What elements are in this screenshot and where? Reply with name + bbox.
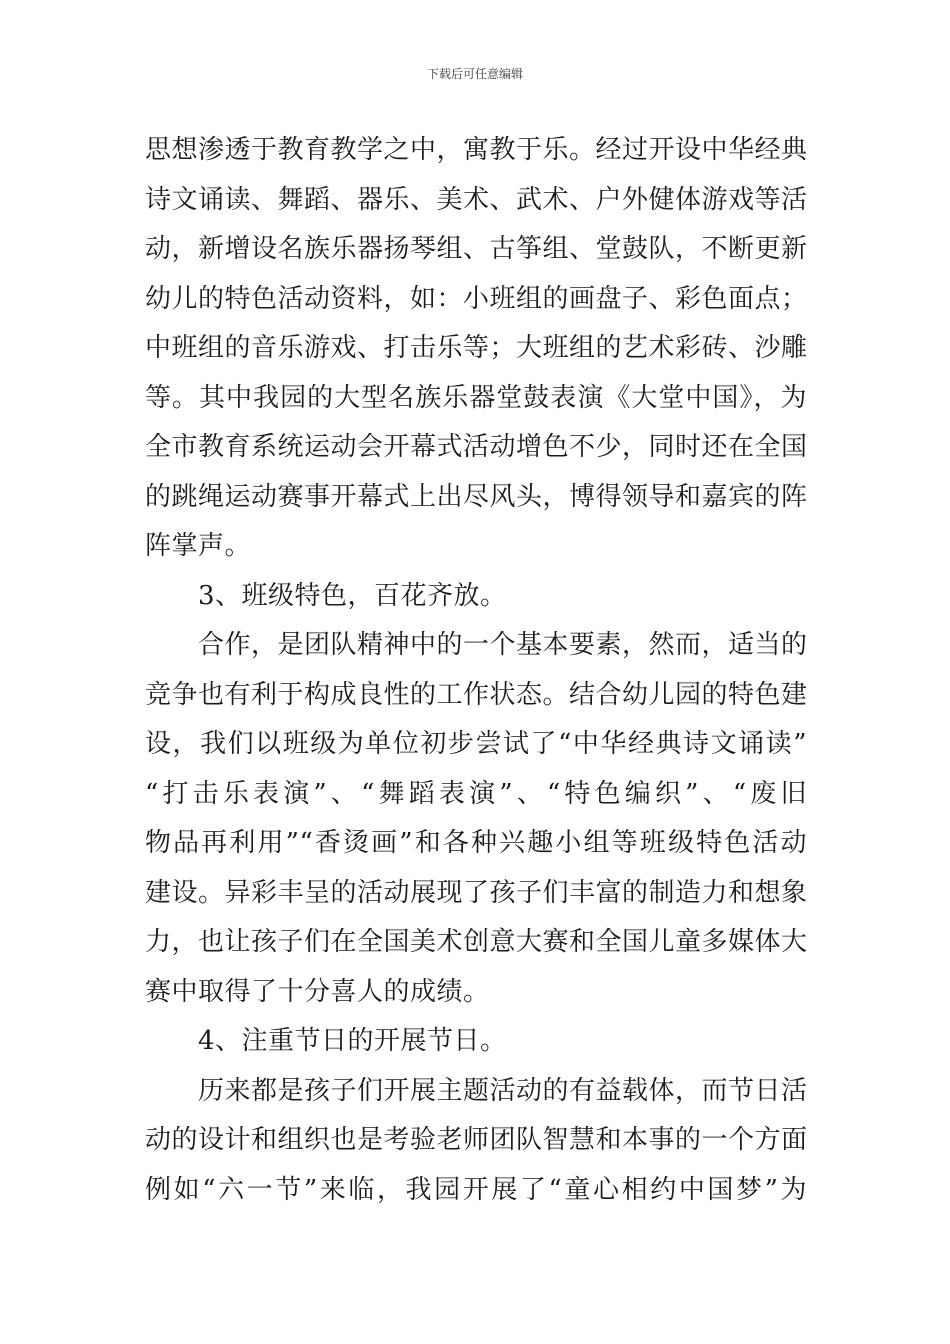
text-line: 阵掌声。	[145, 531, 252, 561]
text-line: 动的设计和组织也是考验老师团队智慧和本事的一个方面	[145, 1125, 808, 1155]
text-line: 中班组的音乐游戏、打击乐等；大班组的艺术彩砖、沙雕	[145, 333, 808, 363]
text-line: 合作，是团队精神中的一个基本要素，然而，适当的	[198, 630, 808, 660]
text-line: 竞争也有利于构成良性的工作状态。结合幼儿园的特色建	[145, 679, 808, 710]
text-line: 的跳绳运动赛事开幕式上出尽风头，博得领导和嘉宾的阵	[145, 481, 808, 512]
text-line: 设，我们以班级为单位初步尝试了“中华经典诗文诵读”	[145, 729, 807, 759]
text-line: 等。其中我园的大型名族乐器堂鼓表演《大堂中国》，为	[145, 382, 807, 413]
text-line: “打击乐表演”、“舞蹈表演”、“特色编织”、“废旧	[145, 778, 807, 809]
text-line: 建设。异彩丰呈的活动展现了孩子们丰富的制造力和想象	[145, 877, 808, 908]
text-line: 幼儿的特色活动资料，如：小班组的画盘子、彩色面点；	[145, 283, 808, 314]
text-line: 全市教育系统运动会开幕式活动增色不少，同时还在全国	[145, 432, 808, 462]
page-header: 下载后可任意编辑	[426, 67, 523, 81]
text-line: 历来都是孩子们开展主题活动的有益载体，而节日活	[198, 1075, 808, 1106]
text-line: 例如“六一节”来临，我园开展了“童心相约中国梦”为	[145, 1174, 807, 1205]
text-line: 赛中取得了十分喜人的成绩。	[145, 976, 490, 1007]
text-line: 物品再利用”“香烫画”和各种兴趣小组等班级特色活动	[145, 828, 807, 858]
text-line: 力，也让孩子们在全国美术创意大赛和全国儿童多媒体大	[145, 927, 808, 957]
document-body	[145, 126, 807, 1215]
text-line: 动，新增设名族乐器扬琴组、古筝组、堂鼓队，不断更新	[145, 234, 808, 264]
text-line: 3、班级特色，百花齐放。	[198, 580, 507, 611]
text-line: 诗文诵读、舞蹈、器乐、美术、武术、户外健体游戏等活	[145, 184, 808, 215]
text-line: 思想渗透于教育教学之中，寓教于乐。经过开设中华经典	[145, 135, 808, 165]
text-line: 4、注重节日的开展节日。	[198, 1026, 507, 1056]
